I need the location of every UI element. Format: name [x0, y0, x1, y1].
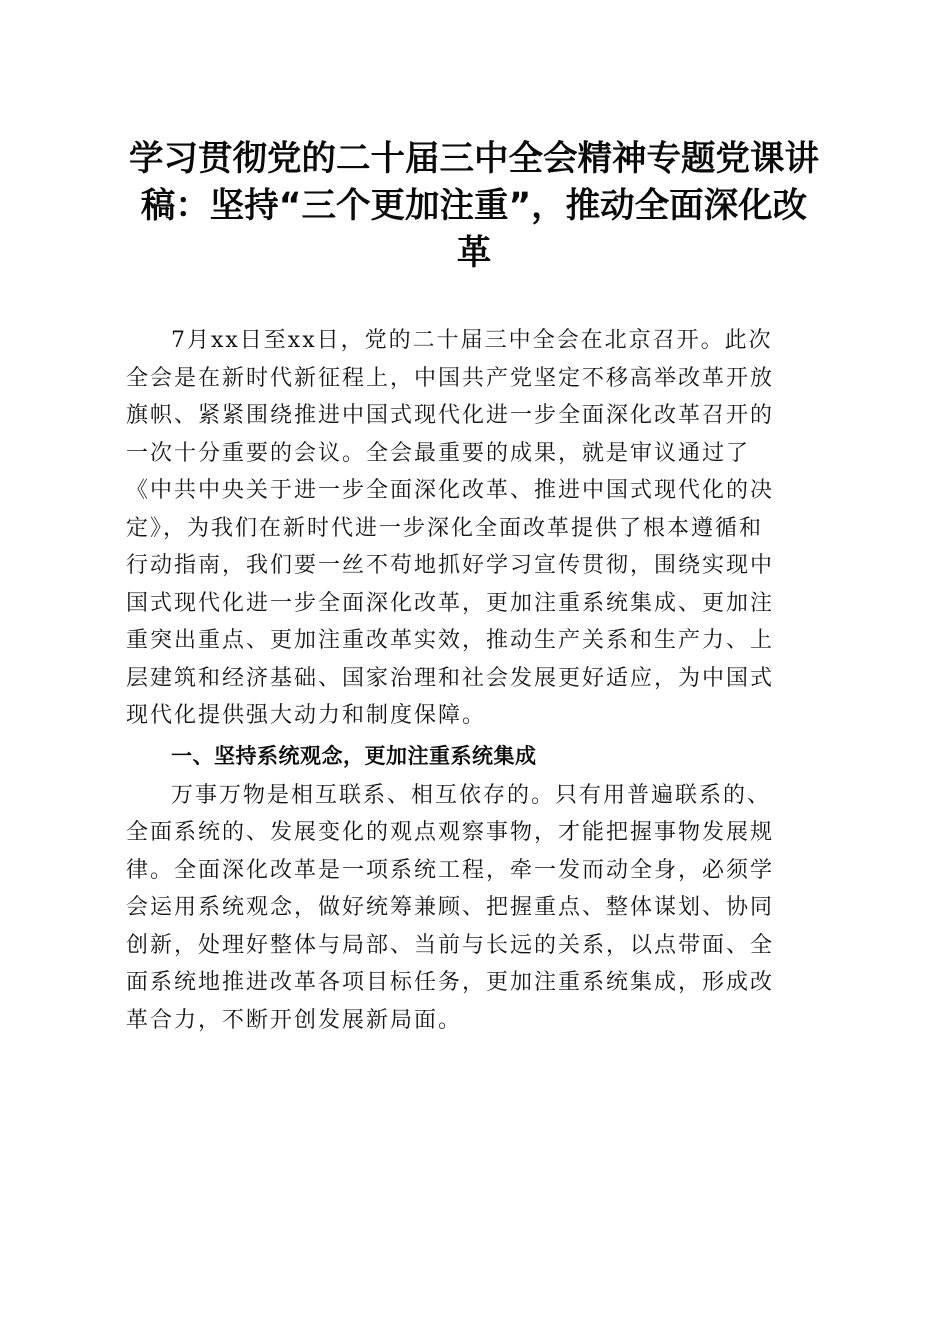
paragraph-line: 层建筑和经济基础、国家治理和社会发展更好适应，为中国式 — [126, 665, 775, 691]
intro-paragraph — [126, 322, 826, 735]
paragraph-line: 全面系统的、发展变化的观点观察事物，才能把握事物发展规 — [126, 820, 775, 845]
paragraph-line: 全会是在新时代新征程上，中国共产党坚定不移高举改革开放 — [126, 365, 775, 391]
paragraph-line: 现代化提供强大动力和制度保障。 — [126, 703, 487, 728]
section-heading: 一、坚持系统观念，更加注重系统集成 — [171, 743, 537, 768]
paragraph-line: 国式现代化进一步全面深化改革，更加注重系统集成、更加注 — [126, 590, 775, 616]
paragraph-line: 万事万物是相互联系、相互依存的。只有用普遍联系的、 — [171, 782, 772, 808]
document-title — [118, 136, 830, 277]
paragraph-line: 一次十分重要的会议。全会最重要的成果，就是审议通过了 — [126, 440, 751, 466]
paragraph-line: 旗帜、紧紧围绕推进中国式现代化进一步全面深化改革召开的 — [126, 403, 775, 428]
title-line: 稿：坚持“三个更加注重”，推动全面深化改 — [140, 186, 808, 226]
paragraph-line: 革合力，不断开创发展新局面。 — [126, 1007, 463, 1033]
paragraph-line: 重突出重点、更加注重改革实效，推动生产关系和生产力、上 — [126, 628, 775, 653]
paragraph-line: 行动指南，我们要一丝不苟地抓好学习宣传贯彻，围绕实现中 — [126, 553, 775, 578]
paragraph-line: 创新，处理好整体与局部、当前与长远的关系，以点带面、全 — [126, 932, 775, 958]
paragraph-line: 7月xx日至xx日，党的二十届三中全会在北京召开。此次 — [171, 328, 773, 353]
paragraph-line: 定》，为我们在新时代进一步深化全面改革提供了根本遵循和 — [126, 515, 764, 541]
section-paragraph — [126, 777, 826, 1040]
title-line: 革 — [456, 233, 492, 273]
paragraph-line: 《中共中央关于进一步全面深化改革、推进中国式现代化的决 — [126, 478, 775, 503]
paragraph-line: 律。全面深化改革是一项系统工程，牵一发而动全身，必须学 — [126, 857, 775, 883]
document-body — [126, 322, 826, 1039]
paragraph-line: 面系统地推进改革各项目标任务，更加注重系统集成，形成改 — [126, 970, 775, 995]
title-line: 学习贯彻党的二十届三中全会精神专题党课讲 — [129, 139, 819, 179]
paragraph-line: 会运用系统观念，做好统筹兼顾、把握重点、整体谋划、协同 — [126, 895, 775, 920]
